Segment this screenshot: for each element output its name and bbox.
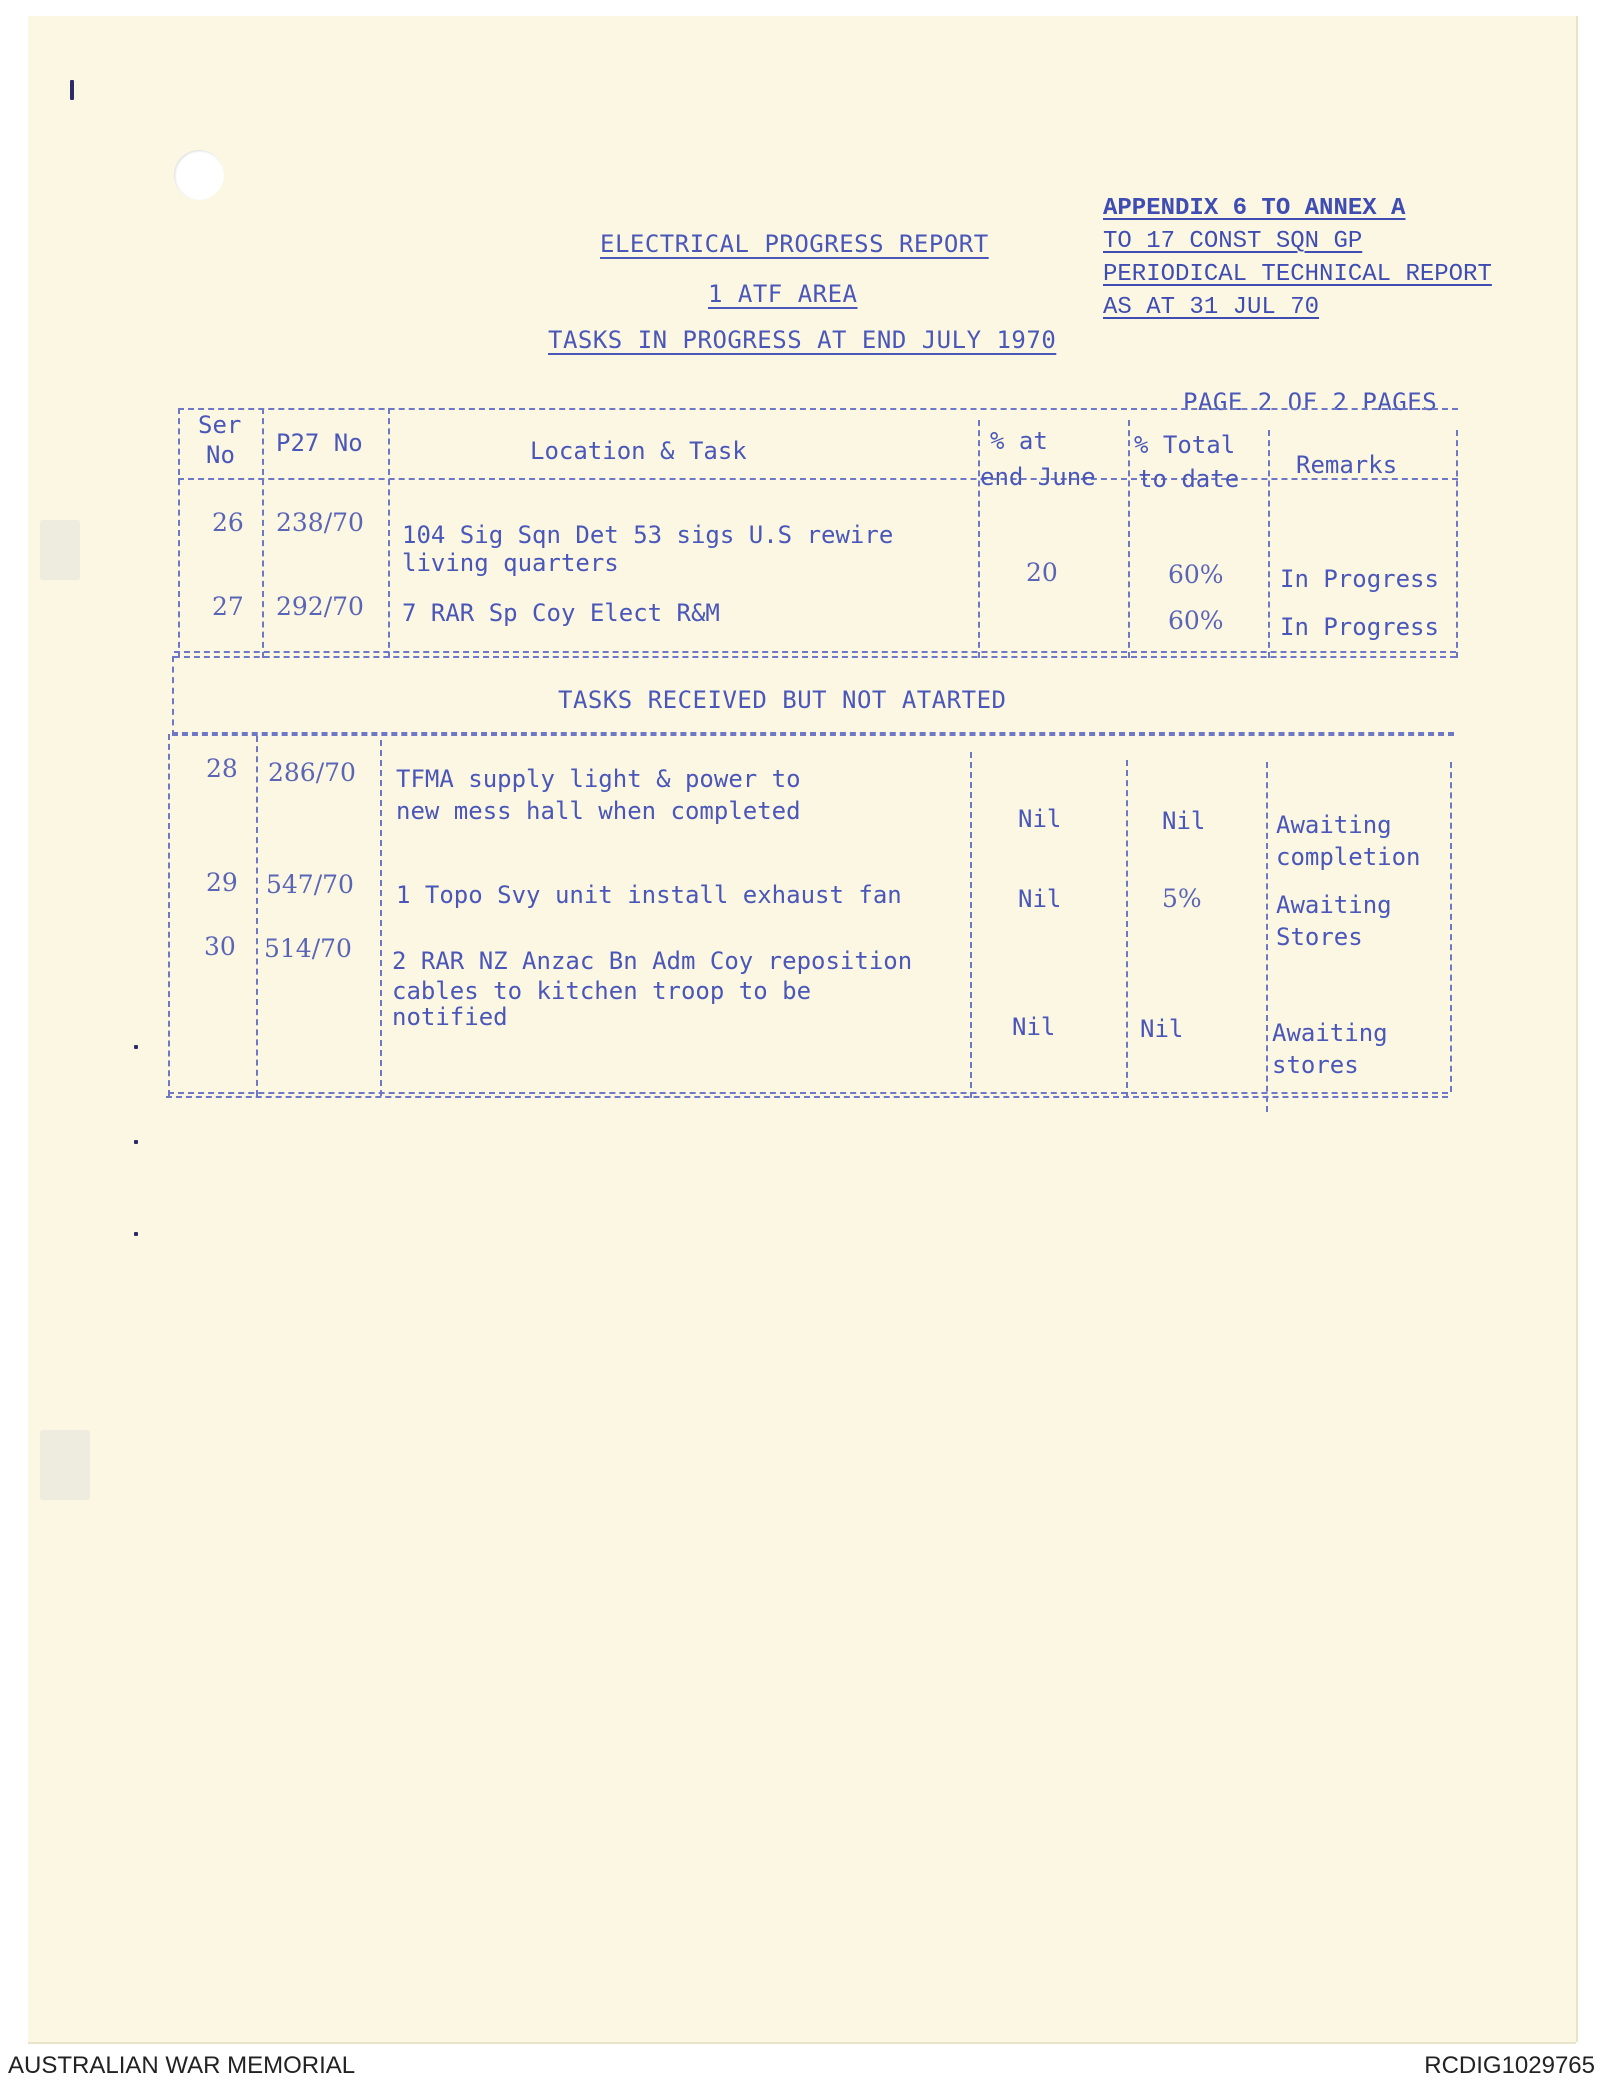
cell-task: 7 RAR Sp Coy Elect R&M [402,599,720,627]
header-location-task: Location & Task [530,437,747,465]
margin-mark [134,1045,138,1049]
header-ser-no: No [206,441,235,469]
table-rule [262,408,264,658]
cell-task: 104 Sig Sqn Det 53 sigs U.S rewire [402,521,894,549]
report-title: ELECTRICAL PROGRESS REPORT [600,230,989,258]
margin-mark [134,1140,138,1144]
cell-remarks: In Progress [1280,565,1439,593]
cell-task: 2 RAR NZ Anzac Bn Adm Coy reposition [392,947,913,975]
cell-total: 60% [1168,560,1224,589]
cell-total: 60% [1168,606,1224,635]
page-indicator: PAGE 2 OF 2 PAGES [1183,388,1438,416]
table-rule [978,420,980,658]
margin-mark [70,80,74,100]
appendix-block [1103,192,1492,324]
footer-record-id: RCDIG1029765 [1424,2052,1595,2079]
table-rule [178,478,1458,480]
table-rule [1266,762,1268,1112]
table-rule [178,408,1458,410]
cell-remarks: completion [1276,843,1421,871]
cell-task: 1 Topo Svy unit install exhaust fan [396,881,902,909]
header-pct-end-june: end June [980,463,1096,491]
table-rule [970,752,972,1098]
appendix-line: AS AT 31 JUL 70 [1103,294,1320,321]
cell-ser: 26 [212,508,244,537]
header-remarks: Remarks [1296,451,1398,479]
cell-end-june: Nil [1012,1013,1056,1041]
report-subtitle: TASKS IN PROGRESS AT END JULY 1970 [548,326,1057,354]
table-rule [172,734,1454,736]
cell-task: TFMA supply light & power to [396,765,801,793]
cell-remarks: stores [1272,1051,1359,1079]
appendix-line: PERIODICAL TECHNICAL REPORT [1103,261,1492,288]
table-rule [380,740,382,1096]
cell-end-june: 20 [1026,558,1058,587]
margin-mark [134,1232,138,1236]
header-ser-no: Ser [198,411,242,439]
header-p27-no: P27 No [276,429,363,457]
cell-total: Nil [1140,1015,1184,1043]
cell-p27: 547/70 [266,870,354,899]
cell-ser: 30 [204,932,236,961]
cell-remarks: Awaiting [1276,811,1392,839]
cell-ser: 27 [212,592,244,621]
footer-archive-name: AUSTRALIAN WAR MEMORIAL [8,2052,356,2079]
table-rule [166,1096,1448,1098]
appendix-line: TO 17 CONST SQN GP [1103,228,1363,255]
table-rule [174,656,1456,658]
table-rule [388,408,390,658]
cell-remarks: Awaiting [1272,1019,1388,1047]
cell-total: Nil [1162,807,1206,835]
table-rule [1126,760,1128,1098]
table-rule [174,651,1456,653]
table-rule [168,734,170,1096]
cell-p27: 286/70 [268,758,356,787]
cell-end-june: Nil [1018,885,1062,913]
table-rule [168,1092,1448,1094]
report-area: 1 ATF AREA [708,280,858,308]
table-rule [172,656,174,736]
bleed-through-smudge [40,520,80,580]
cell-total: 5% [1162,884,1202,913]
cell-p27: 238/70 [276,508,364,537]
appendix-line: APPENDIX 6 TO ANNEX A [1103,195,1406,222]
cell-remarks: Awaiting [1276,891,1392,919]
section-heading: TASKS RECEIVED BUT NOT ATARTED [558,686,1007,714]
cell-task: living quarters [402,549,619,577]
cell-task: cables to kitchen troop to be [392,977,812,1005]
cell-p27: 514/70 [264,934,352,963]
bleed-through-smudge [40,1430,90,1500]
table-rule [178,408,180,658]
cell-ser: 28 [206,754,238,783]
cell-task: notified [392,1003,508,1031]
cell-end-june: Nil [1018,805,1062,833]
table-rule [1128,420,1130,658]
cell-task: new mess hall when completed [396,797,801,825]
punch-hole [174,150,224,200]
cell-p27: 292/70 [276,592,364,621]
header-pct-total: to date [1138,465,1240,493]
header-pct-total: % Total [1134,431,1236,459]
table-rule [1450,762,1452,1092]
cell-remarks: In Progress [1280,613,1439,641]
table-rule [256,736,258,1096]
cell-ser: 29 [206,868,238,897]
table-rule [1456,430,1458,658]
table-rule [1268,430,1270,658]
header-pct-end-june: % at [990,427,1048,455]
cell-remarks: Stores [1276,923,1363,951]
